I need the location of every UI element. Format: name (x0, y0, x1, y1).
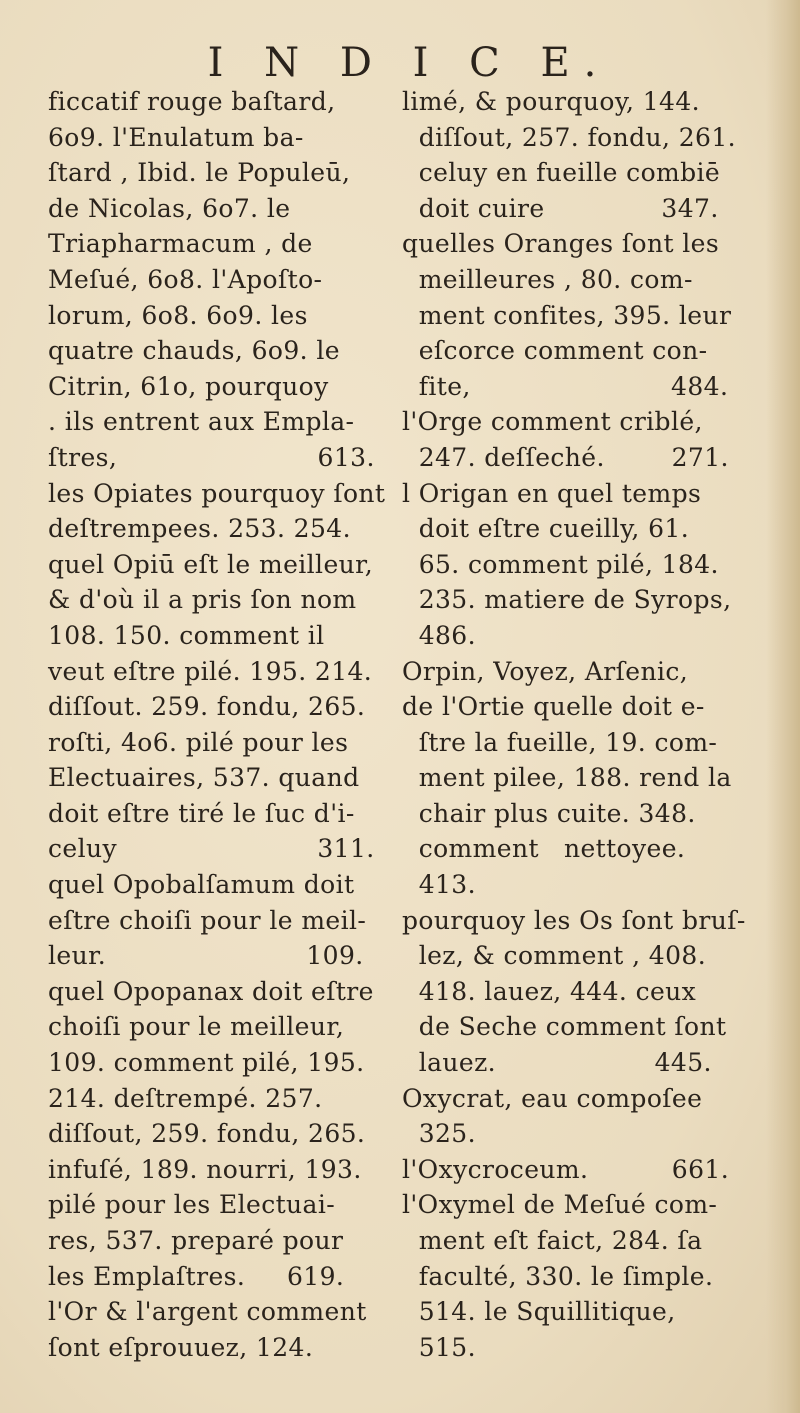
index-line: deſtrempees. 253. 254. (48, 514, 351, 544)
index-line: de l'Ortie quelle doit e- (402, 692, 705, 722)
index-line: quel Opiū eſt le meilleur, (48, 549, 374, 579)
index-line: 65. comment pilé, 184. (402, 549, 719, 579)
index-line: celuy 311. (48, 834, 375, 864)
index-line: doit eſtre tiré le ſuc d'i- (48, 798, 355, 828)
index-line: choiſi pour le meilleur, (48, 1012, 345, 1042)
index-line: ſont eſprouuez, 124. (48, 1332, 314, 1362)
index-line: roſti, 4o6. pilé pour les (48, 727, 349, 757)
index-line: veut eſtre pilé. 195. 214. (48, 656, 373, 686)
index-line: 413. (402, 870, 476, 900)
index-line: de Nicolas, 6o7. le (48, 193, 291, 223)
index-line: l Origan en quel temps (402, 478, 702, 508)
index-line: meilleures , 80. com- (402, 264, 693, 294)
index-line: 108. 150. comment il (48, 620, 325, 650)
index-line: l'Oxycroceum. 661. (402, 1154, 730, 1184)
index-line: Citrin, 61o, pourquoy (48, 371, 329, 401)
index-line: doit cuire 347. (402, 193, 719, 223)
index-line: Oxycrat, eau compoſee (402, 1083, 703, 1113)
index-line: limé, & pourquoy, 144. (402, 87, 701, 116)
index-line: Meſué, 6o8. l'Apoſto- (48, 264, 323, 294)
left-column (48, 84, 386, 1365)
index-line: 247. deſſeché. 271. (402, 442, 729, 472)
index-line: 109. comment pilé, 195. (48, 1048, 365, 1078)
index-line: 214. deſtrempé. 257. (48, 1083, 323, 1113)
index-line: l'Orge comment criblé, (402, 407, 703, 437)
index-line: leur. 109. (48, 941, 364, 971)
index-line: quelles Oranges ſont les (402, 229, 720, 259)
index-line: res, 537. preparé pour (48, 1226, 344, 1255)
index-line: infuſé, 189. nourri, 193. (48, 1154, 362, 1184)
index-line: ficcatif rouge baſtard, (48, 87, 336, 116)
index-line: de Seche comment ſont (402, 1012, 727, 1042)
index-line: faculté, 330. le ſimple. (402, 1261, 714, 1291)
index-line: diſſout, 257. fondu, 261. (402, 122, 736, 152)
index-line: 235. matiere de Syrops, (402, 585, 732, 615)
index-line: ment eſt faict, 284. ſa (402, 1226, 703, 1255)
index-line: quel Opopanax doit eſtre (48, 976, 374, 1006)
index-line: ſtard , Ibid. le Populeū, (48, 158, 351, 188)
index-line: les Emplaſtres. 619. (48, 1261, 345, 1291)
index-line: & d'où il a pris ſon nom (48, 585, 357, 615)
page-header: I N D I C E. (207, 40, 611, 86)
index-line: l'Or & l'argent comment (48, 1297, 367, 1327)
index-line: 486. (402, 620, 476, 650)
index-line: comment nettoyee. (402, 834, 686, 864)
index-line: l'Oxymel de Meſué com- (402, 1190, 718, 1220)
index-line: 325. (402, 1119, 476, 1149)
index-line: Triapharmacum , de (48, 229, 313, 259)
index-line: ment pilee, 188. rend la (402, 763, 732, 793)
index-line: eſtre choiſi pour le meil- (48, 905, 367, 935)
right-column (402, 84, 797, 1365)
index-line: 6o9. l'Enulatum ba- (48, 122, 304, 152)
index-line: celuy en fueille combiē (402, 158, 721, 188)
index-line: pourquoy les Os ſont bruſ- (402, 905, 746, 935)
index-line: ſtres, 613. (48, 442, 375, 472)
index-line: quel Opobalſamum doit (48, 870, 355, 900)
index-line: 514. le Squillitique, (402, 1297, 676, 1327)
index-line: Orpin, Voyez, Arſenic, (402, 656, 689, 686)
index-line: 515. (402, 1332, 476, 1362)
index-line: doit eſtre cueilly, 61. (402, 514, 690, 544)
index-line: . ils entrent aux Empla- (48, 407, 355, 437)
index-line: Electuaires, 537. quand (48, 763, 360, 793)
index-line: les Opiates pourquoy ſont (48, 478, 386, 508)
index-line: diſſout, 259. fondu, 265. (48, 1119, 366, 1149)
index-line: lez, & comment , 408. (402, 941, 707, 971)
index-line: lauez. 445. (402, 1048, 712, 1078)
index-line: ſtre la fueille, 19. com- (402, 727, 718, 757)
index-line: chair plus cuite. 348. (402, 798, 696, 828)
index-line: quatre chauds, 6o9. le (48, 336, 340, 366)
index-line: lorum, 6o8. 6o9. les (48, 300, 308, 330)
index-line: ment confites, 395. leur (402, 300, 732, 330)
index-line: diſſout. 259. fondu, 265. (48, 692, 366, 722)
index-line: 418. lauez, 444. ceux (402, 976, 697, 1006)
index-line: eſcorce comment con- (402, 336, 708, 366)
index-line: pilé pour les Electuai- (48, 1190, 336, 1220)
index-line: fite, 484. (402, 371, 729, 401)
